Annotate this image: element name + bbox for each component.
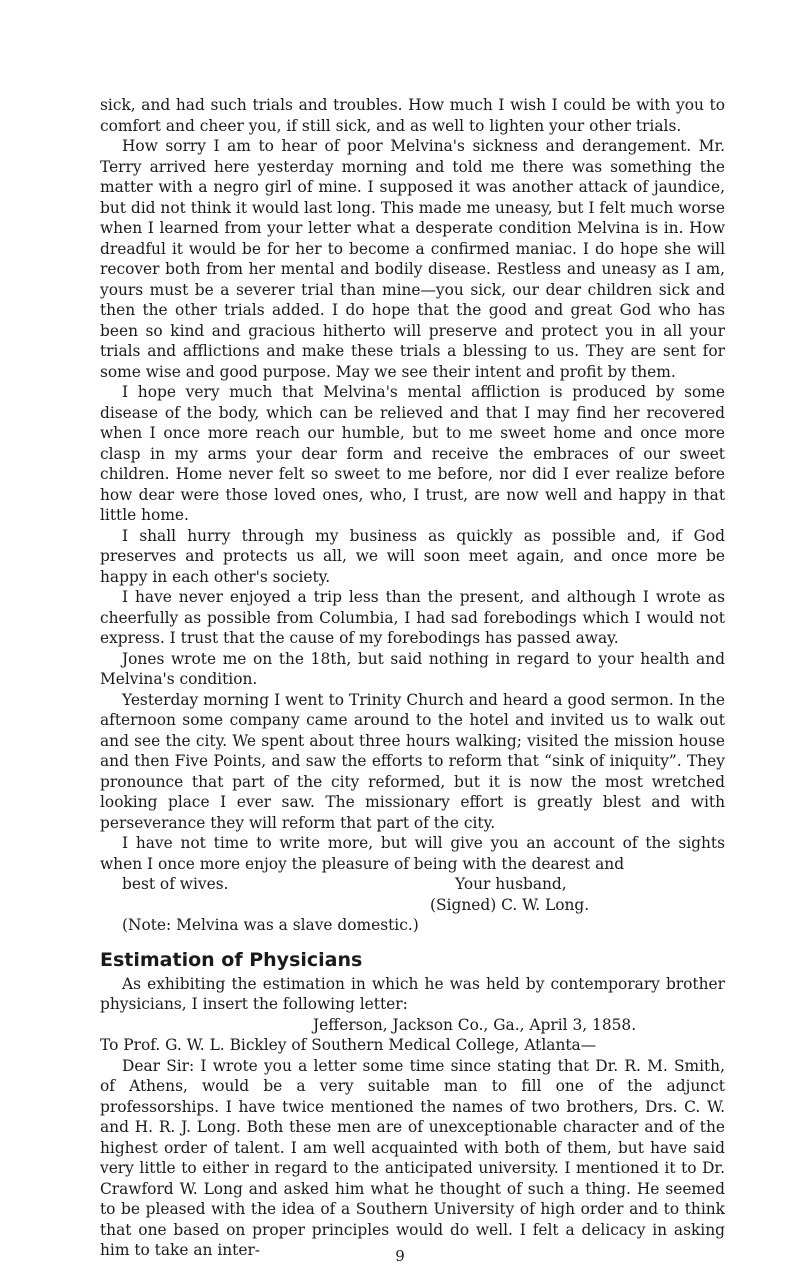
paragraph-4: I shall hurry through my business as quickly as possible and, if God preserves and protects us all, we will soon meet again, and once more be happy in each other's society. bbox=[100, 526, 725, 586]
page-number: 9 bbox=[395, 1247, 405, 1265]
document-page bbox=[100, 95, 725, 1261]
paragraph-2: How sorry I am to hear of poor Melvina's sickness and derangement. Mr. Terry arrived here yesterday morning and told me there was something the matter with a negro girl of mine. I supposed it was another attack of jaundice, but did not think it would last long. This made me uneasy, but I felt much worse when I learned from your letter what a desperate condition Melvina is in. How dreadful it would be for her to become a confirmed maniac. I do hope she will recover both from her mental and bodily disease. Restless and uneasy as I am, yours must be a severer trial than mine—you sick, our dear children sick and then the other trials added. I do hope that the good and great God who has been so kind and gracious hitherto will preserve and protect you in all your trials and afflictions and make these trials a blessing to us. They are sent for some wise and good purpose. May we see their intent and profit by them. bbox=[100, 137, 725, 381]
closing-left: best of wives. bbox=[122, 875, 229, 893]
signature: (Signed) C. W. Long. bbox=[430, 895, 590, 914]
paragraph-3: I hope very much that Melvina's mental affliction is produced by some disease of the body, which can be relieved and that I may find her recovered when I once more reach our humble, but to me sweet home and once more clasp in my arms your dear form and receive the embraces of our sweet children. Home never felt so sweet to me before, nor did I ever realize before how dear were those loved ones, who, I trust, are now well and happy in that little home. bbox=[100, 383, 725, 524]
letter-addressee: To Prof. G. W. L. Bickley of Southern Medical College, Atlanta— bbox=[100, 1036, 597, 1054]
paragraph-8: I have not time to write more, but will give you an account of the sights when I once more enjoy the pleasure of being with the dearest and bbox=[100, 834, 725, 873]
paragraph-7: Yesterday morning I went to Trinity Church and heard a good sermon. In the afternoon some company came around to the hotel and invited us to walk out and see the city. We spent about three hours walking; visited the mission house and then Five Points, and saw the efforts to reform that “sink of iniquity”. They pronounce that part of the city reformed, but it is now the most wretched looking place I ever saw. The missionary effort is greatly blest and with perseverance they will reform that part of the city. bbox=[100, 690, 725, 832]
paragraph-5: I have never enjoyed a trip less than the present, and although I wrote as cheerfully as possible from Columbia, I had sad forebodings which I would not express. I trust that the cause of my forebodings has passed away. bbox=[100, 588, 725, 647]
paragraph-6: Jones wrote me on the 18th, but said nothing in regard to your health and Melvina's condition. bbox=[100, 649, 725, 688]
letter-body: Dear Sir: I wrote you a letter some time since stating that Dr. R. M. Smith, of Athens, would be a very suitable man to fill one of the adjunct professorships. I have twice mentioned the names of two brothers, Drs. C. W. and H. R. J. Long. Both these men are of unexceptionable character and of the highest order of talent. I am well acquainted with both of them, but have said very little to either in regard to the anticipated university. I mentioned it to Dr. Crawford W. Long and asked him what he thought of such a thing. He seemed to be pleased with the idea of a Southern University of high order and to think that one based on proper principles would do well. I felt a delicacy in asking him to take an inter- bbox=[100, 1056, 725, 1259]
intro-paragraph: As exhibiting the estimation in which he was held by contemporary brother physicians, I insert the following letter: bbox=[100, 974, 725, 1013]
letter-closing bbox=[100, 874, 725, 895]
letter-dateline: Jefferson, Jackson Co., Ga., April 3, 1858. bbox=[313, 1015, 637, 1034]
closing-right: Your husband, bbox=[455, 875, 567, 893]
paragraph-1: sick, and had such trials and troubles. How much I wish I could be with you to comfort and cheer you, if still sick, and as well to lighten your other trials. bbox=[100, 96, 725, 135]
section-heading: Estimation of Physicians bbox=[100, 948, 363, 971]
note: (Note: Melvina was a slave domestic.) bbox=[122, 916, 419, 934]
